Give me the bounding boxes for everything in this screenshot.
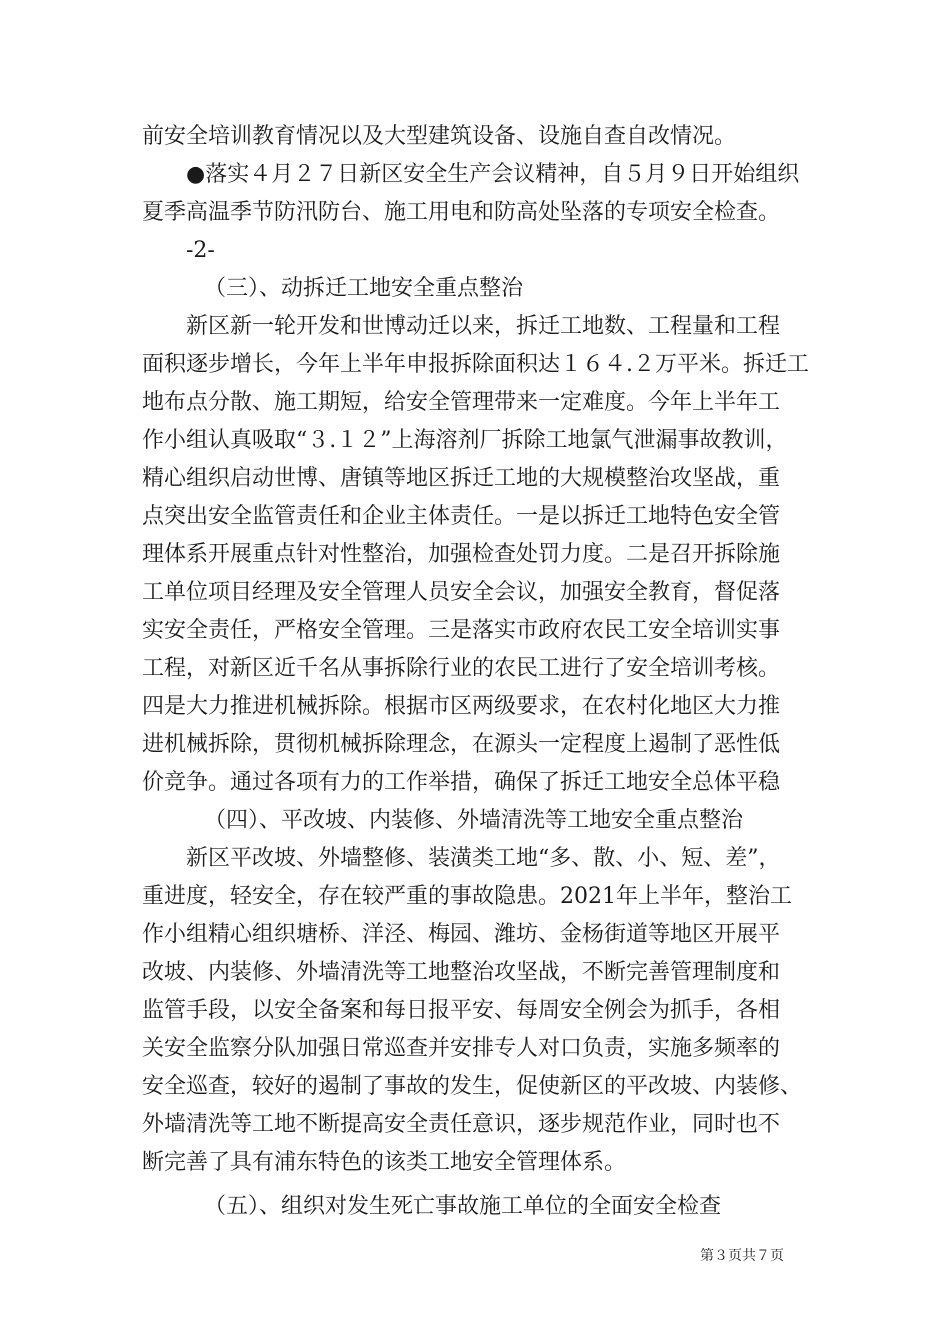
paragraph-line: 重进度，轻安全，存在较严重的事故隐患。2021年上半年，整治工 [142, 884, 792, 909]
section-heading-3: （三）、动拆迁工地安全重点整治 [204, 276, 524, 301]
paragraph-line: 地布点分散、施工期短，给安全管理带来一定难度。今年上半年工 [142, 390, 781, 415]
paragraph-line: 实安全责任，严格安全管理。三是落实市政府农民工安全培训实事 [142, 618, 781, 643]
paragraph-line: 工单位项目经理及安全管理人员安全会议，加强安全教育，督促落 [142, 580, 781, 605]
paragraph-line: 关安全监察分队加强日常巡查并安排专人对口负责，实施多频率的 [142, 1036, 781, 1061]
paragraph-line: 理体系开展重点针对性整治，加强检查处罚力度。二是召开拆除施 [142, 542, 781, 567]
paragraph-line: 工程，对新区近千名从事拆除行业的农民工进行了安全培训考核。 [142, 656, 781, 681]
paragraph-line: 作小组精心组织塘桥、洋泾、梅园、潍坊、金杨街道等地区开展平 [142, 922, 781, 947]
paragraph-line: 进机械拆除，贯彻机械拆除理念，在源头一定程度上遏制了恶性低 [142, 732, 781, 757]
paragraph-line: 安全巡查，较好的遏制了事故的发生，促使新区的平改坡、内装修、 [142, 1074, 803, 1099]
paragraph-line: 监管手段，以安全备案和每日报平安、每周安全例会为抓手，各相 [142, 998, 781, 1023]
paragraph-line: 四是大力推进机械拆除。根据市区两级要求，在农村化地区大力推 [142, 694, 781, 719]
paragraph-line: 改坡、内装修、外墙清洗等工地整治攻坚战，不断完善管理制度和 [142, 960, 781, 985]
paragraph-line: 点突出安全监管责任和企业主体责任。一是以拆迁工地特色安全管 [142, 504, 781, 529]
paragraph-line: 面积逐步增长，今年上半年申报拆除面积达１６４.２万平米。拆迁工 [142, 352, 809, 377]
page-marker: -2- [186, 238, 215, 263]
page-footer: 第３页共７页 [700, 1248, 784, 1264]
section-heading-5: （五）、组织对发生死亡事故施工单位的全面安全检查 [204, 1194, 722, 1219]
paragraph-line: 价竞争。通过各项有力的工作举措，确保了拆迁工地安全总体平稳 [142, 770, 781, 795]
paragraph-line: 新区平改坡、外墙整修、装潢类工地“多、散、小、短、差”， [186, 846, 781, 871]
bullet-paragraph-line: ●落实４月２７日新区安全生产会议精神，自５月９日开始组织 [186, 162, 800, 187]
bullet-paragraph-line: 夏季高温季节防汛防台、施工用电和防高处坠落的专项安全检查。 [142, 200, 781, 225]
document-page [142, 118, 807, 1226]
paragraph-line: 新区新一轮开发和世博动迁以来，拆迁工地数、工程量和工程 [186, 314, 781, 339]
paragraph-line: 断完善了具有浦东特色的该类工地安全管理体系。 [142, 1150, 627, 1175]
paragraph-line: 作小组认真吸取“３.１２”上海溶剂厂拆除工地氯气泄漏事故教训， [142, 428, 788, 453]
section-heading-4: （四）、平改坡、内装修、外墙清洗等工地安全重点整治 [204, 808, 744, 833]
paragraph-line: 精心组织启动世博、唐镇等地区拆迁工地的大规模整治攻坚战，重 [142, 466, 781, 491]
paragraph-line: 前安全培训教育情况以及大型建筑设备、设施自查自改情况。 [142, 124, 737, 149]
paragraph-line: 外墙清洗等工地不断提高安全责任意识，逐步规范作业，同时也不 [142, 1112, 781, 1137]
